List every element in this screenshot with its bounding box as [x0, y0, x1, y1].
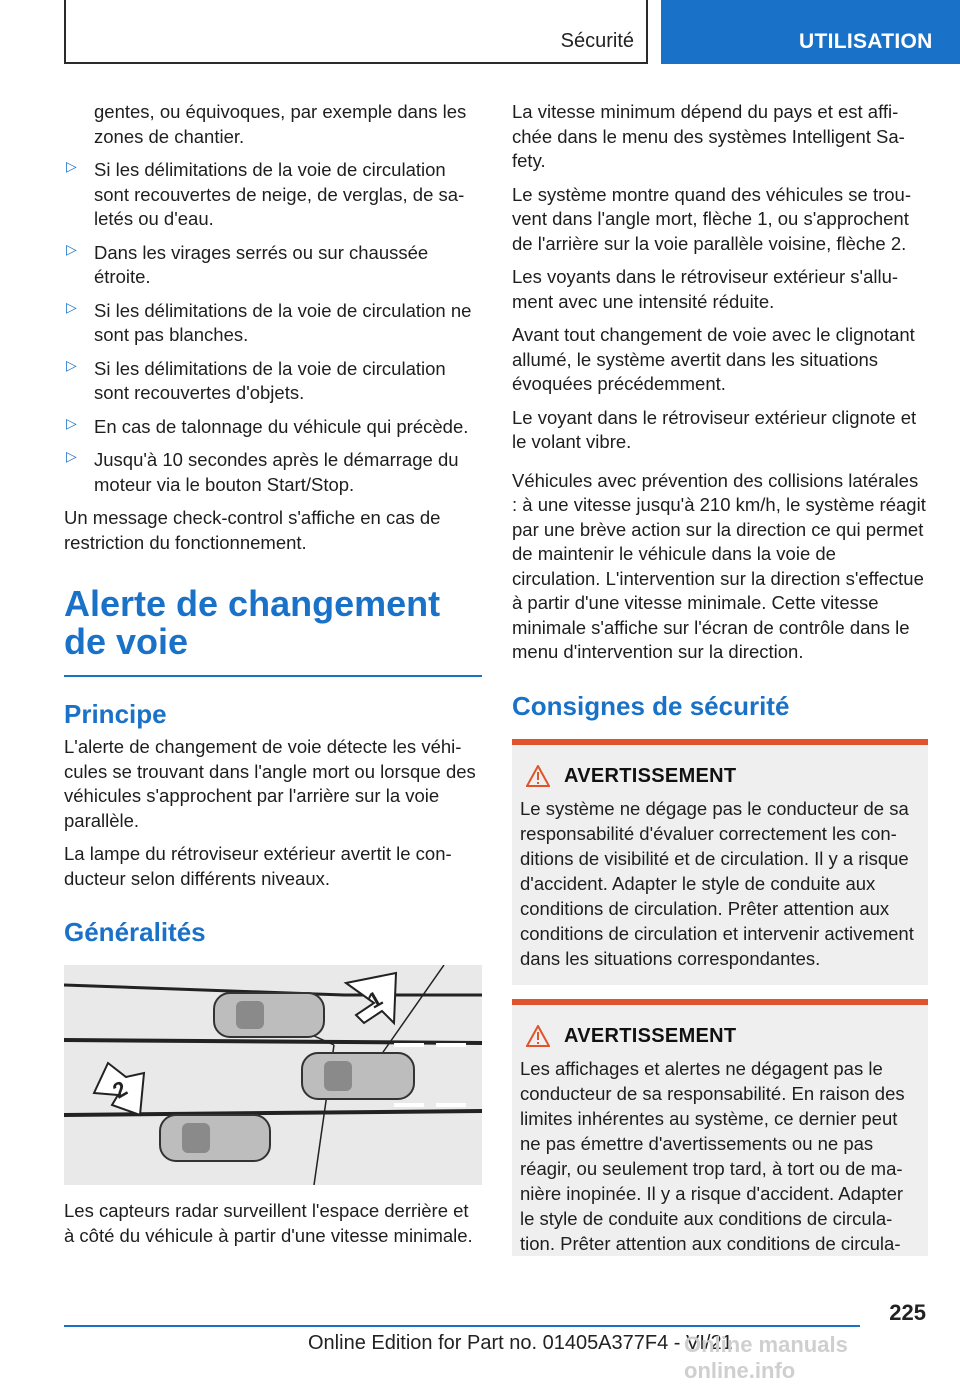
- warning-text: Le système ne dégage pas le conducteur de sa responsabilité d'évaluer correctement les conditions de visibilité et de circulation. Il y a risque d'accident. Adapter le style de conduite aux conditions de circulation. Prêter attention aux conditions de circulation et intervenir activement dans les situations correspondantes.: [520, 797, 914, 969]
- arrow-label-2: 2: [108, 1075, 132, 1104]
- warning-triangle-icon: [526, 765, 550, 787]
- warning-title: AVERTISSEMENT: [564, 764, 737, 787]
- list-item: [64, 299, 482, 348]
- list-item-text: Si les délimitations de la voie de circulation sont recouvertes d'objets.: [94, 357, 446, 403]
- triangle-bullet-icon: ▷: [66, 448, 77, 464]
- list-item-text: En cas de talonnage du véhicule qui précède.: [94, 415, 469, 437]
- right-paragraph-4: Avant tout changement de voie avec le clignotant allumé, le système avertit dans les situations évoquées précédemment.: [512, 324, 915, 394]
- warning-box-2: [512, 999, 928, 1256]
- warning-title: AVERTISSEMENT: [564, 1024, 737, 1047]
- principe-paragraph-2: La lampe du rétroviseur extérieur avertit le conducteur selon différents niveaux.: [64, 843, 452, 889]
- heading-consignes: Consignes de sécurité: [512, 690, 790, 721]
- page-title: Alerte de changement de voie: [64, 585, 482, 677]
- triangle-bullet-icon: ▷: [66, 298, 77, 315]
- check-control-note: Un message check-control s'affiche en cas de restriction du fonctionnement.: [64, 507, 441, 553]
- list-item-text: Dans les virages serrés ou sur chaussée étroite.: [94, 241, 429, 287]
- triangle-bullet-icon: ▷: [66, 240, 77, 257]
- list-item: [64, 448, 482, 497]
- warning-title-row: [520, 765, 920, 788]
- edition-note: Online Edition for Part no. 01405A377F4 - VI/21: [308, 1332, 733, 1354]
- list-item: [64, 241, 482, 290]
- list-item: [64, 357, 482, 406]
- right-paragraph-2: Le système montre quand des véhicules se trouvent dans l'angle mort, flèche 1, ou s'approchent de l'arrière sur la voie parallèle voisine, flèche 2.: [512, 183, 911, 254]
- heading-generalites: Généralités: [64, 917, 206, 947]
- header-section-box: [64, 0, 648, 64]
- warning-text: Les affichages et alertes ne dégagent pas le conducteur de sa responsabilité. En raison des limites inhérentes au système, ce dernier peut ne pas émettre d'avertissements ou ne pas réagir, ou seulement trop tard, à tort ou de manière inopinée. Il y a risque d'accident. Adapter le style de conduite aux conditions de circulation. Prêter attention aux conditions de circula-: [520, 1057, 905, 1254]
- footer-divider: [64, 1325, 860, 1327]
- triangle-bullet-icon: ▷: [66, 356, 77, 373]
- principe-paragraph-1: L'alerte de changement de voie détecte les véhicules se trouvant dans l'angle mort ou lorsque des véhicules s'approchent par l'arrière sur la voie parallèle.: [64, 736, 476, 831]
- warning-title-row: [520, 1025, 920, 1048]
- left-column: [64, 100, 482, 1248]
- arrow-label-1: 1: [363, 985, 387, 1014]
- warning-box-1: [512, 739, 928, 985]
- heading-principe: Principe: [64, 699, 167, 729]
- triangle-bullet-icon: ▷: [66, 158, 77, 174]
- chapter-tab-label: UTILISATION: [799, 30, 933, 53]
- section-title: Sécurité: [560, 30, 634, 52]
- watermark: Online manuals online.info: [684, 1332, 848, 1383]
- page-number: 225: [889, 1300, 926, 1325]
- right-paragraph-5: Le voyant dans le rétroviseur extérieur clignote et le volant vibre.: [512, 406, 917, 452]
- list-item-text: Jusqu'à 10 secondes après le démarrage du moteur via le bouton Start/Stop.: [94, 449, 459, 495]
- right-paragraph-1: La vitesse minimum dépend du pays et est affichée dans le menu des systèmes Intelligent Safety.: [512, 101, 905, 171]
- lane-change-illustration: [64, 965, 482, 1185]
- radar-description: Les capteurs radar surveillent l'espace derrière et à côté du véhicule à partir d'une vitesse minimale.: [64, 1200, 473, 1246]
- list-item-text: Si les délimitations de la voie de circulation sont recouvertes de neige, de verglas, de saletés ou d'eau.: [94, 159, 465, 229]
- right-paragraph-3: Les voyants dans le rétroviseur extérieur s'allument avec une intensité réduite.: [512, 266, 899, 312]
- warning-triangle-icon: [526, 1025, 550, 1047]
- list-item: [64, 415, 482, 440]
- right-column: [512, 100, 928, 1256]
- list-item: [64, 158, 482, 232]
- chapter-tab[interactable]: [661, 0, 960, 64]
- list-item-text: Si les délimitations de la voie de circulation ne sont pas blanches.: [94, 299, 472, 345]
- road-diagram: [64, 965, 482, 1185]
- right-paragraph-6: Véhicules avec prévention des collisions latérales : à une vitesse jusqu'à 210 km/h, le système réagit par une brève action sur la direction ce qui permet de maintenir le véhicule dans la voie de circulation. L'intervention sur la direction s'effectue à partir d'une vitesse minimale. Cette vitesse minimale s'affiche sur l'écran de contrôle dans le menu d'intervention sur la direction.: [512, 469, 926, 662]
- triangle-bullet-icon: ▷: [66, 414, 77, 431]
- intro-continuation: gentes, ou équivoques, par exemple dans les zones de chantier.: [94, 101, 467, 147]
